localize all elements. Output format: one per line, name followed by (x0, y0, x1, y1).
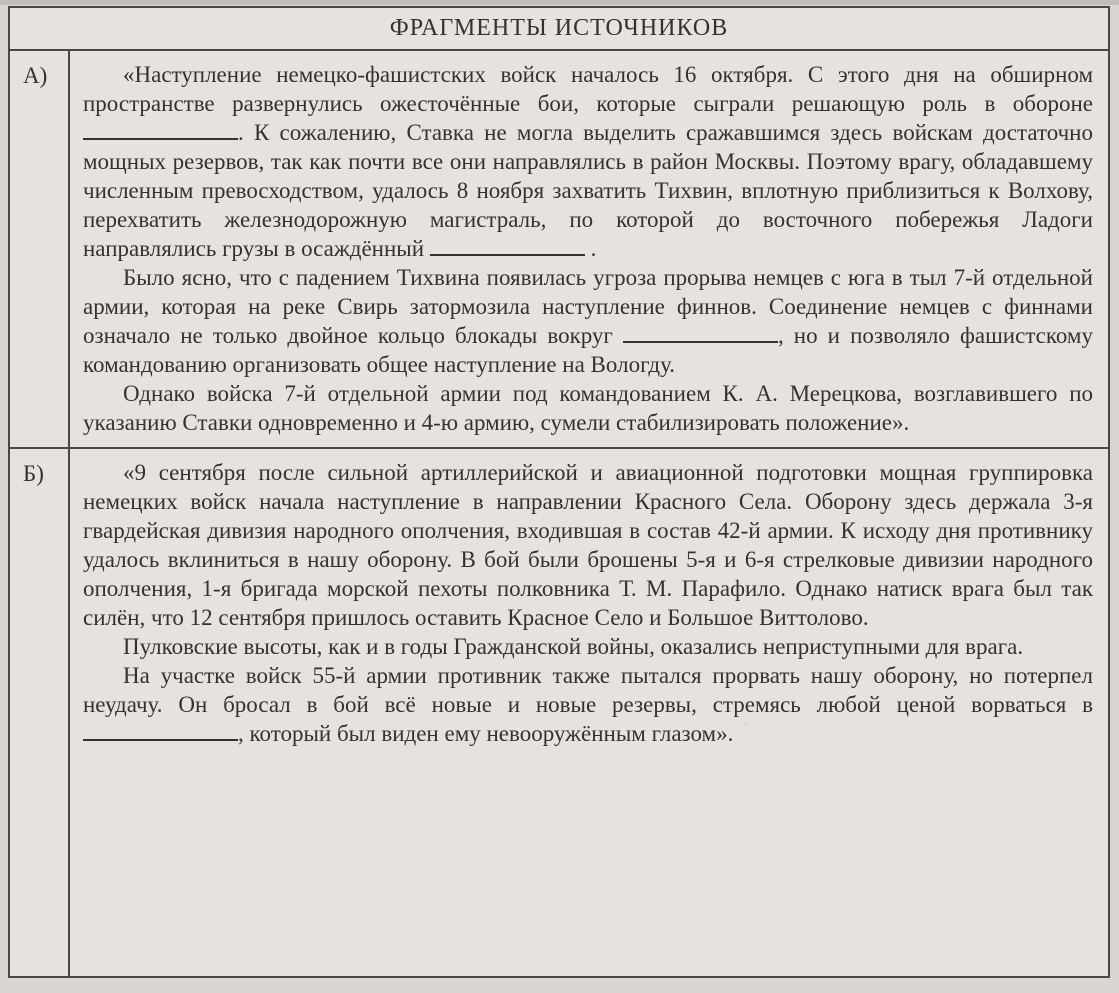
paragraph: «9 сентября после сильной артиллерийской и авиационной подготовки мощная группировка немецких войск начала наступление в направлении Красного Села. Оборону здесь держала 3-я гвардейская дивизия народного ополчения, входившая в состав 42-й армии. К исходу дня противнику удалось вклиниться в нашу оборону. В бой были брошены 5-я и 6-я стрелковые дивизии народного ополчения, 1-я бригада морской пехоты полковника Т. М. Парафило. Однако натиск врага был так силён, что 12 сентября пришлось оставить Красное Село и Большое Виттолово. (83, 460, 1093, 630)
source-row (10, 51, 1108, 447)
source-text-cell (70, 449, 1108, 976)
fill-in-blank-line (83, 738, 238, 741)
table-title: ФРАГМЕНТЫ ИСТОЧНИКОВ (389, 15, 729, 41)
table-body (10, 51, 1108, 976)
row-label: А) (10, 51, 70, 447)
source-row (10, 447, 1108, 976)
sources-table (8, 6, 1110, 978)
fill-in-blank-line (430, 253, 585, 256)
table-header (10, 8, 1108, 51)
paragraph: «Наступление немецко-фашистских войск началось 16 октября. С этого дня на обширном пространстве развернулись ожесточённые бои, которые сыграли решающую роль в обороне . К сожалению, Ставка не могла выделить сражавшимся здесь войскам достаточно мощных резервов, так как почти все они направлялись в район Москвы. Поэтому врагу, обладавшему численным превосходством, удалось 8 ноября захватить Тихвин, вплотную приблизиться к Волхову, перехватить железнодорожную магистраль, по которой до восточного побережья Ладоги направлялись грузы в осаждённый . (83, 62, 1093, 261)
row-label: Б) (10, 449, 70, 976)
fill-in-blank-line (83, 137, 238, 140)
fill-in-blank-line (623, 340, 778, 343)
paragraph: Пулковские высоты, как и в годы Гражданской войны, оказались неприступными для врага. (123, 634, 1024, 659)
paragraph: Однако войска 7-й отдельной армии под командованием К. А. Мерецкова, возглавившего по указанию Ставки одновременно и 4-ю армию, сумели стабилизировать положение». (83, 381, 1093, 435)
source-text-cell (70, 51, 1108, 447)
paragraph: Было ясно, что с падением Тихвина появилась угроза прорыва немцев с юга в тыл 7-й отдельной армии, которая на реке Свирь затормозила наступление финнов. Соединение немцев с финнами означало не только двойное кольцо блокады вокруг , но и позволяло фашистскому командованию организовать общее наступление на Вологду. (83, 265, 1093, 377)
paragraph: На участке войск 55-й армии противник также пытался прорвать нашу оборону, но потерпел неудачу. Он бросал в бой всё новые и новые резервы, стремясь любой ценой ворваться в , который был виден ему невооружённым глазом». (83, 663, 1093, 746)
